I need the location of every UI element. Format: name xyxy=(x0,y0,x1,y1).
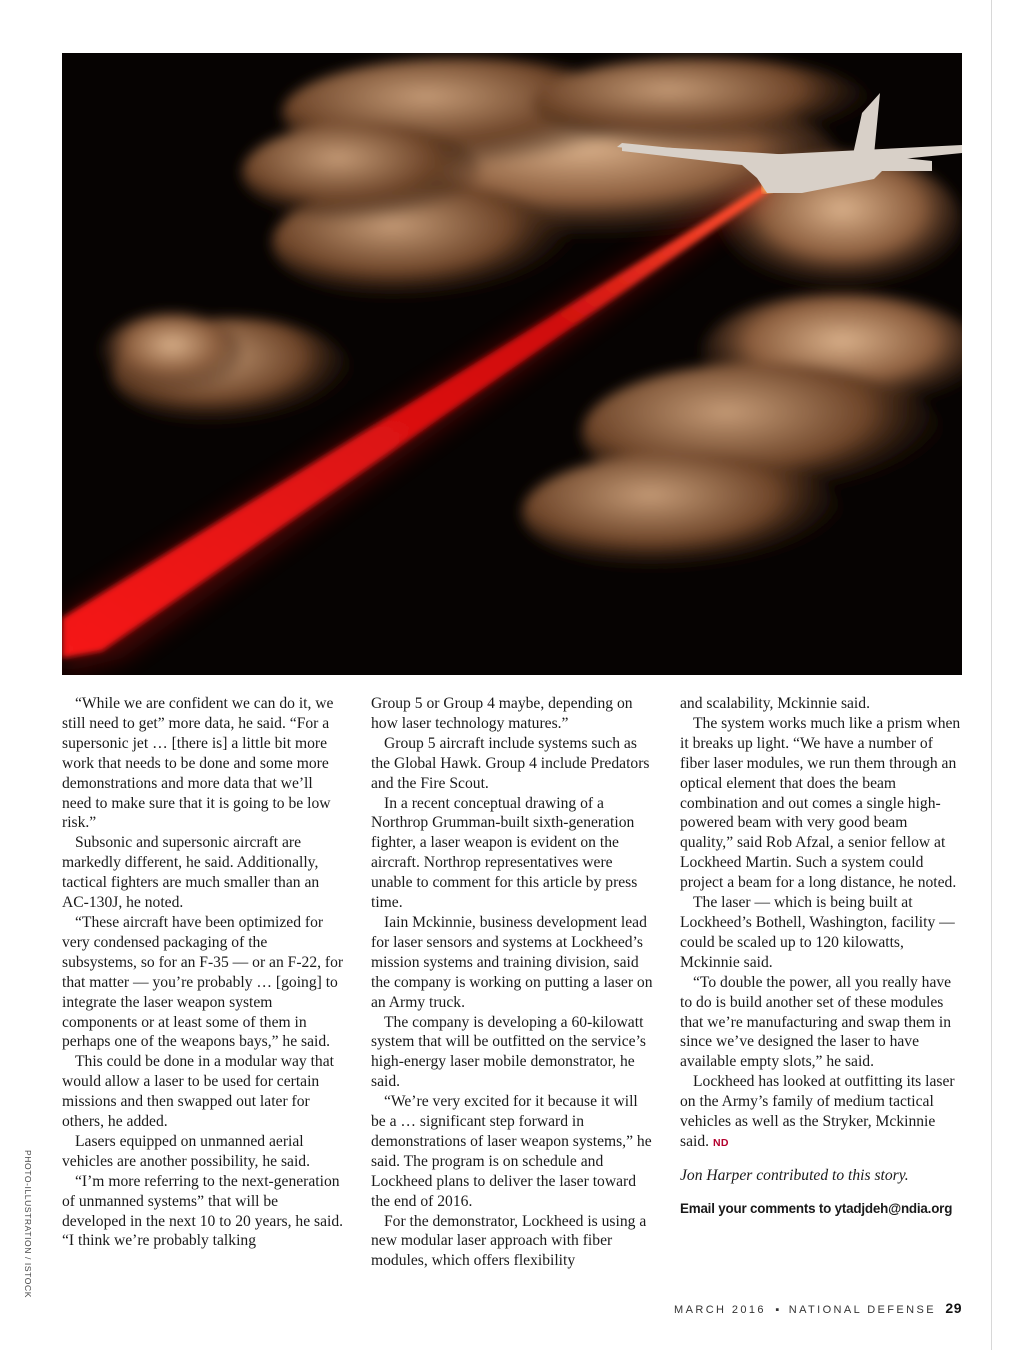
paragraph: Group 5 aircraft include systems such as the Global Hawk. Group 4 include Predators and the Fire Scout. xyxy=(371,734,650,792)
paragraph: In a recent conceptual drawing of a Northrop Grumman-built sixth-generation fighter, a laser weapon is evident on the aircraft. Northrop representatives were unable to comment for this article by press time. xyxy=(371,794,638,912)
photo-credit xyxy=(21,1150,33,1298)
email-comments-line: Email your comments to ytadjdeh@ndia.org xyxy=(680,1200,953,1216)
publication-name: NATIONAL DEFENSE xyxy=(788,1304,936,1316)
laser-beam-illustration-graphic xyxy=(62,53,962,675)
paragraph: “I’m more referring to the next-generation of unmanned systems” that will be developed in the next 10 to 20 years, he said. “I think we’re probably talking xyxy=(62,1172,344,1250)
paragraph: and scalability, Mckinnie said. xyxy=(680,695,870,712)
contributor-credit: Jon Harper contributed to this story. xyxy=(680,1166,909,1184)
paragraph: “We’re very excited for it because it will be a … significant step forward in demonstrations of laser weapon systems,” he said. The program is on schedule and Lockheed plans to deliver the laser toward the end of 2016. xyxy=(371,1093,652,1210)
page-edge-rule xyxy=(991,0,992,1350)
paragraph: Iain Mckinnie, business development lead for laser sensors and systems at Lockheed’s mission systems and training division, said the company is working on putting a laser on an Army truck. xyxy=(371,913,653,1011)
paragraph: For the demonstrator, Lockheed is using a new modular laser approach with fiber modules, which offers flexibility xyxy=(371,1212,647,1270)
paragraph: “While we are confident we can do it, we still need to get” more data, he said. “For a supersonic jet … [there is] a little bit more work that needs to be done and some more demonstrations and more data that we’ll need to make sure that it is going to be low risk.” xyxy=(62,695,334,832)
paragraph-text: Lockheed has looked at outfitting its laser on the Army’s family of medium tactical vehicles as well as the Stryker, Mckinnie said. xyxy=(680,1073,955,1150)
paragraph: Lasers equipped on unmanned aerial vehicles are another possibility, he said. xyxy=(62,1132,310,1170)
article-column-1 xyxy=(62,694,344,1251)
closing-paragraph xyxy=(680,1072,962,1154)
paragraph: The company is developing a 60-kilowatt system that will be outfitted on the service’s high-energy laser mobile demonstrator, he said. xyxy=(371,1013,646,1091)
paragraph: Group 5 or Group 4 maybe, depending on how laser technology matures.” xyxy=(371,695,633,732)
paragraph: “To double the power, all you really have to do is build another set of these modules that we’re manufacturing and swap them in since we’ve designed the laser to have available empty slots,” he said. xyxy=(680,973,952,1071)
paragraph: Subsonic and supersonic aircraft are markedly different, he said. Additionally, tactical fighters are much smaller than an AC-130J, he noted. xyxy=(62,834,320,912)
photo-credit-text: PHOTO-ILLUSTRATION / ISTOCK xyxy=(23,1150,33,1298)
article-column-2 xyxy=(371,694,653,1271)
end-of-story-mark: ND xyxy=(713,1136,729,1149)
folio-bullet: ▪ xyxy=(775,1304,780,1316)
article-column-3 xyxy=(680,694,962,1219)
paragraph: “These aircraft have been optimized for very condensed packaging of the subsystems, so for an F-35 — or an F-22, for that matter — you’re probably … [going] to integrate the laser weapon system components or at least some of them in perhaps one of the weapons bays,” he said. xyxy=(62,913,344,1051)
paragraph: This could be done in a modular way that would allow a laser to be used for certain missions and then swapped out later for others, he added. xyxy=(62,1053,334,1131)
paragraph: The system works much like a prism when it breaks up light. “We have a number of fiber laser modules, we run them through an optical element that does the beam combination and out comes a single high-powered beam with very good beam quality,” said Rob Afzal, a senior fellow at Lockheed Martin. Such a system could project a beam for a long distance, he noted. xyxy=(680,714,961,892)
page-number: 29 xyxy=(945,1300,962,1316)
page-folio xyxy=(674,1300,962,1316)
laser-aircraft-illustration xyxy=(62,53,962,675)
paragraph: The laser — which is being built at Lockheed’s Bothell, Washington, facility — could be scaled up to 120 kilowatts, Mckinnie said. xyxy=(680,894,955,971)
issue-date: MARCH 2016 xyxy=(674,1304,766,1316)
